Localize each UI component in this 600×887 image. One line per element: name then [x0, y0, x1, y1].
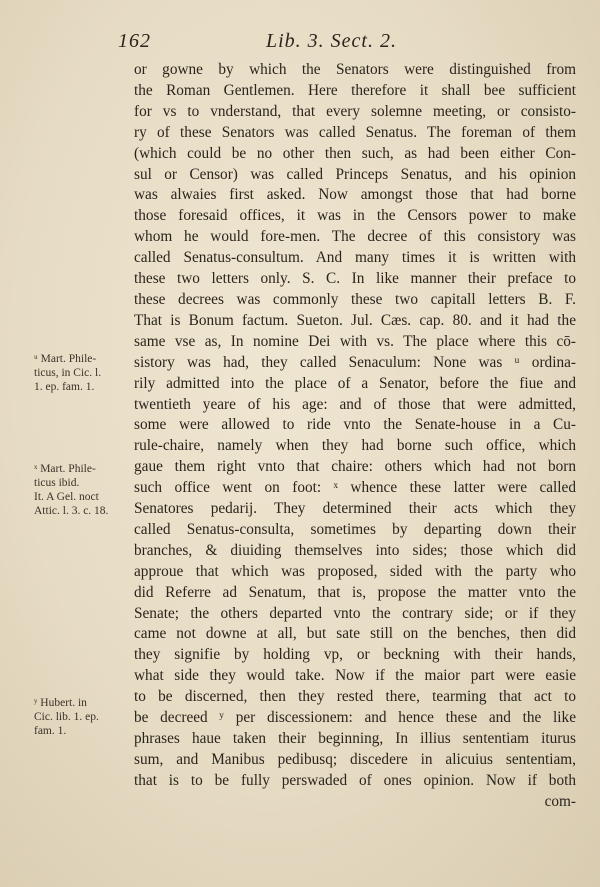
text-line: called Senatus-consultum. And many times it is written with [134, 249, 576, 267]
text-line: Senate; the others departed vnto the contrary side; or if they [134, 604, 576, 622]
margin-note-line: ˣ Mart. Phile- [34, 463, 96, 475]
text-line: sistory was had, they called Senaculum: None was ᵘ ordina- [134, 353, 576, 371]
text-line: same vse as, In nomine Dei with vs. The place where this cō- [134, 332, 576, 350]
margin-note-line: 1. ep. fam. 1. [34, 381, 95, 393]
text-line: the Roman Gentlemen. Here therefore it shall bee sufficient [134, 81, 576, 99]
text-line: Senatores pedarij. They determined their acts which they [134, 500, 576, 518]
page-number: 162 [118, 30, 151, 52]
text-line: approue that which was proposed, sided with the party who [134, 562, 576, 580]
margin-note [34, 462, 134, 518]
text-line: or gowne by which the Senators were distinguished from [134, 61, 576, 78]
margin-note-line: Attic. l. 3. c. 18. [34, 505, 109, 517]
text-line: those foresaid offices, it was in the Censors power to make [134, 207, 576, 225]
margin-note [34, 352, 134, 394]
text-line: be decreed ʸ per discessionem: and hence these and the like [134, 709, 576, 727]
running-head: Lib. 3. Sect. 2. [266, 30, 397, 52]
text-line: to be discerned, then they rested there, tearming that act to [134, 688, 576, 706]
text-line: was alwaies first asked. Now amongst those that had borne [134, 186, 576, 204]
text-line: what side they would take. Now if the maior part were easie [134, 667, 576, 685]
text-line: phrases haue taken their beginning, In illius sententiam iturus [134, 730, 576, 747]
margin-note-line: ʸ Hubert. in [34, 697, 87, 709]
text-line: for vs to vnderstand, that every solemne meeting, or consisto- [134, 102, 576, 120]
text-line: these two letters only. S. C. In like manner their preface to [134, 270, 576, 288]
text-line: com- [544, 792, 576, 810]
text-line: sum, and Manibus pedibusq; discedere in alicuius sententiam, [134, 750, 576, 768]
text-line: that is to be fully perswaded of ones opinion. Now if both [134, 771, 576, 789]
body-text [134, 60, 576, 813]
text-line: they signifie by holding vp, or beckning with their hands, [134, 646, 576, 664]
margin-note [34, 696, 134, 738]
text-line: rily admitted into the place of a Senator, before the fiue and [134, 374, 576, 392]
margin-note-line: ticus ibid. [34, 477, 80, 489]
margin-note-line: ᵘ Mart. Phile- [34, 353, 97, 365]
margin-note-line: fam. 1. [34, 725, 67, 737]
text-line: gaue them right vnto that chaire: others which had not born [134, 458, 576, 476]
text-line: rule-chaire, namely when they had borne such office, which [134, 437, 576, 455]
margin-note-line: ticus, in Cic. l. [34, 367, 102, 379]
text-line: some were allowed to ride vnto the Senate-house in a Cu- [134, 416, 576, 434]
text-line: came not downe at all, but sate still on the benches, then did [134, 625, 576, 643]
text-line: did Referre ad Senatum, that is, propose the matter vnto the [134, 583, 576, 601]
text-line: called Senatus-consulta, sometimes by departing down their [134, 520, 576, 538]
text-line: whom he would fore-men. The decree of this consistory was [134, 228, 576, 246]
margin-note-line: It. A Gel. noct [34, 491, 99, 503]
text-line: twentieth yeare of his age: and of those that were admitted, [134, 395, 576, 413]
margin-note-line: Cic. lib. 1. ep. [34, 711, 99, 723]
text-line: sul or Censor) was called Princeps Senatus, and his opinion [134, 165, 576, 183]
text-line: (which could be no other then such, as had been either Con- [134, 144, 576, 162]
text-line: That is Bonum factum. Sueton. Jul. Cæs. cap. 80. and it had the [134, 311, 576, 329]
text-line: these decrees was commonly these two capitall letters B. F. [134, 290, 576, 308]
text-line: branches, & diuiding themselves into sides; those which did [134, 541, 576, 559]
text-line: such office went on foot: ˣ whence these latter were called [134, 479, 576, 497]
text-line: ry of these Senators was called Senatus. The foreman of them [134, 123, 576, 141]
